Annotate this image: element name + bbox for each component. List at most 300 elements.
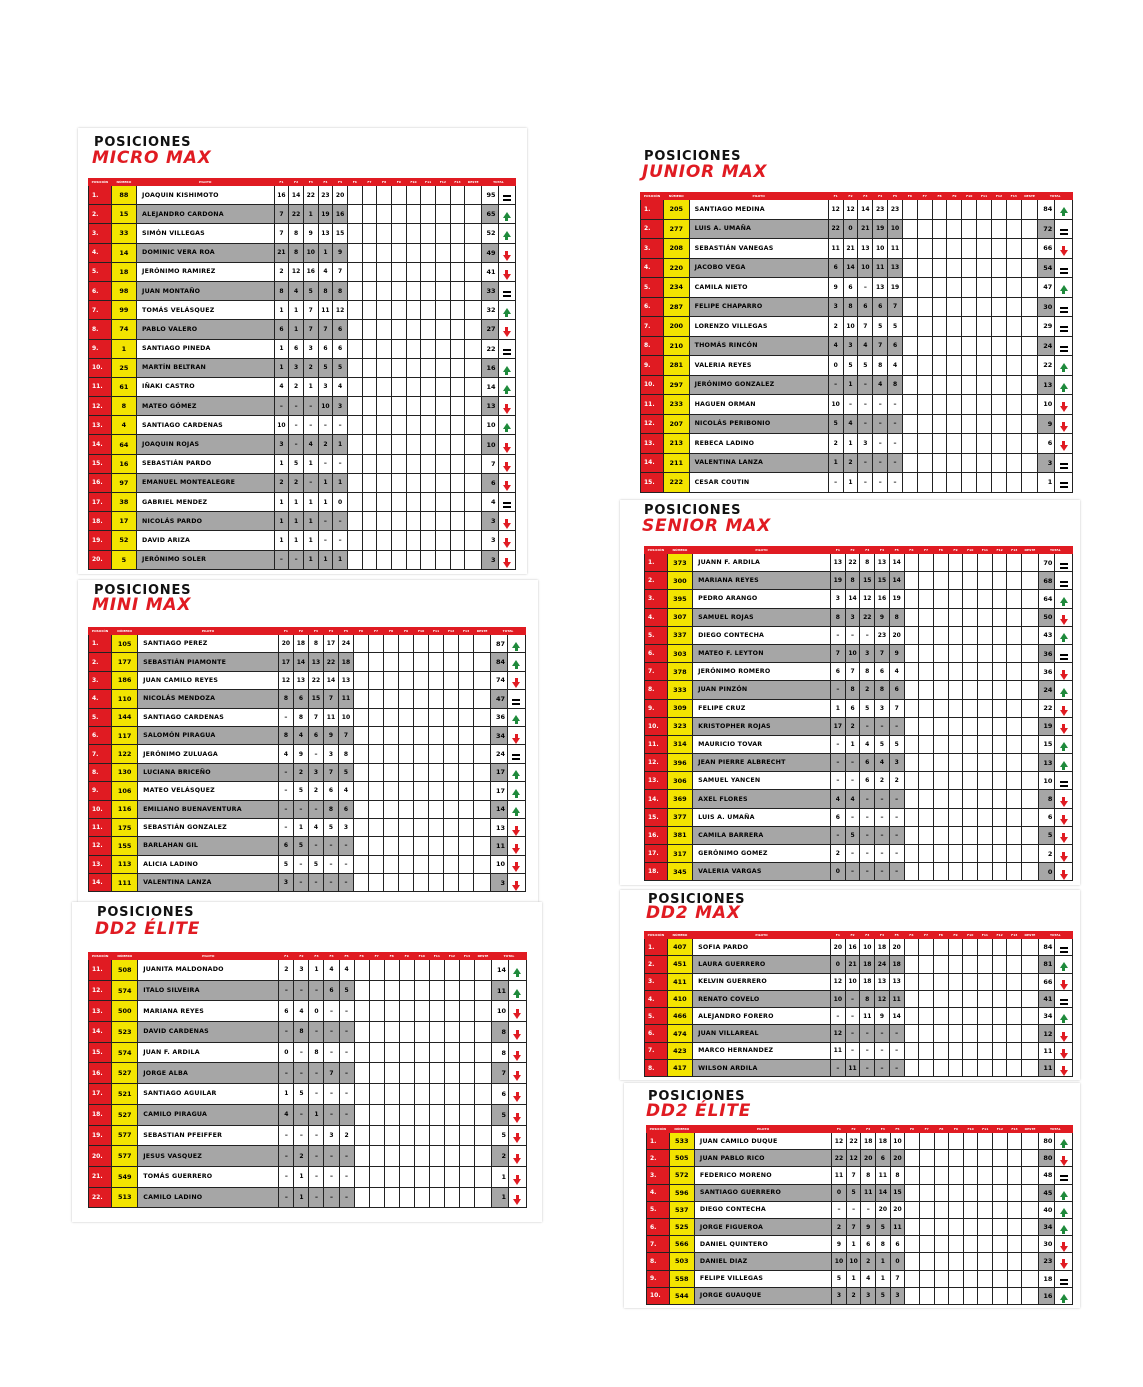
position-cell: 5. (645, 1008, 668, 1025)
pilot-name-cell: JUAN F. ARDILA (138, 1042, 279, 1063)
round-score-cell: – (303, 473, 318, 492)
number-cell: 111 (112, 874, 138, 892)
discard-cell (465, 320, 482, 339)
equal-icon (1060, 229, 1068, 231)
empty-round-cell (948, 973, 963, 990)
pilot-name-cell: HAGUEN ORMAN (689, 395, 828, 415)
empty-round-cell (1006, 414, 1021, 434)
round-score-cell: 11 (860, 1008, 875, 1025)
empty-round-cell (406, 205, 421, 224)
empty-round-cell (450, 243, 465, 262)
number-cell: 317 (667, 845, 692, 863)
empty-round-cell (459, 726, 474, 744)
empty-round-cell (992, 826, 1007, 844)
empty-round-cell (1006, 356, 1021, 376)
empty-round-cell (406, 281, 421, 300)
round-score-cell: 22 (860, 608, 875, 626)
empty-round-cell (932, 375, 947, 395)
discard-cell (465, 301, 482, 320)
empty-round-cell (932, 395, 947, 415)
table-row (647, 1133, 1073, 1150)
empty-round-cell (917, 414, 932, 434)
round-score-cell: 5 (828, 414, 843, 434)
round-score-cell: 13 (831, 554, 846, 572)
empty-round-cell (963, 845, 978, 863)
discard-cell (465, 339, 482, 358)
round-score-cell: 0 (831, 956, 846, 973)
table-row (89, 1084, 527, 1105)
empty-round-cell (369, 708, 384, 726)
empty-round-cell (933, 735, 948, 753)
discard-cell (1021, 219, 1038, 239)
number-cell: 97 (111, 473, 136, 492)
round-score-cell: 19 (873, 219, 888, 239)
number-cell: 122 (112, 745, 138, 763)
column-header: F8 (933, 547, 948, 554)
empty-round-cell (391, 320, 406, 339)
round-score-cell: 1 (289, 320, 304, 339)
total-cell: 41 (481, 262, 498, 281)
round-score-cell: 13 (858, 239, 873, 259)
empty-round-cell (377, 435, 392, 454)
empty-round-cell (1007, 790, 1022, 808)
position-cell: 14. (89, 435, 112, 454)
position-cell: 1. (645, 939, 668, 956)
round-score-cell: – (308, 800, 323, 818)
empty-round-cell (1007, 663, 1022, 681)
round-score-cell: – (858, 278, 873, 298)
empty-round-cell (377, 262, 392, 281)
round-score-cell: 1 (294, 1166, 309, 1187)
round-score-cell: 16 (274, 186, 289, 205)
empty-round-cell (347, 205, 362, 224)
empty-round-cell (1007, 956, 1022, 973)
number-cell: 222 (663, 473, 689, 493)
empty-round-cell (414, 837, 429, 855)
empty-round-cell (377, 377, 392, 396)
empty-round-cell (977, 375, 992, 395)
empty-round-cell (391, 358, 406, 377)
round-score-cell: 0 (890, 1253, 905, 1270)
empty-round-cell (444, 653, 459, 671)
empty-round-cell (429, 800, 444, 818)
trend-cell (498, 281, 515, 300)
column-header: F10 (406, 179, 421, 186)
round-score-cell: – (889, 1042, 904, 1059)
round-score-cell: – (875, 826, 890, 844)
empty-round-cell (992, 939, 1007, 956)
position-cell: 5. (89, 262, 112, 281)
empty-round-cell (933, 863, 948, 881)
empty-round-cell (354, 1001, 369, 1022)
round-score-cell: 16 (303, 262, 318, 281)
position-cell: 2. (89, 653, 112, 671)
empty-round-cell (399, 1084, 414, 1105)
number-cell: 4 (111, 416, 136, 435)
empty-round-cell (963, 863, 978, 881)
column-header: F6 (904, 932, 919, 939)
empty-round-cell (978, 772, 993, 790)
number-cell: 220 (663, 258, 689, 278)
standings-table (640, 192, 1073, 493)
number-cell: 533 (669, 1133, 694, 1150)
empty-round-cell (384, 1187, 399, 1208)
empty-round-cell (904, 1042, 919, 1059)
round-score-cell: 4 (293, 726, 308, 744)
round-score-cell: – (294, 980, 309, 1001)
table-row (641, 414, 1073, 434)
table-row (89, 635, 526, 653)
number-cell: 15 (111, 205, 136, 224)
empty-round-cell (459, 1063, 474, 1084)
empty-round-cell (919, 1167, 934, 1184)
column-header: F12 (444, 953, 459, 960)
empty-round-cell (978, 572, 993, 590)
empty-round-cell (949, 1184, 964, 1201)
arrow-up-icon (1060, 742, 1068, 748)
empty-round-cell (949, 1150, 964, 1167)
empty-round-cell (354, 1084, 369, 1105)
discard-cell (465, 243, 482, 262)
trend-cell (1055, 754, 1073, 772)
empty-round-cell (421, 339, 436, 358)
empty-round-cell (947, 473, 962, 493)
empty-round-cell (978, 1270, 993, 1287)
column-header: POSICIÓN (89, 628, 112, 635)
empty-round-cell (904, 772, 919, 790)
empty-round-cell (347, 281, 362, 300)
column-header: F10 (963, 932, 978, 939)
round-score-cell: 4 (888, 356, 903, 376)
empty-round-cell (435, 243, 450, 262)
trend-cell (498, 550, 515, 569)
empty-round-cell (354, 1104, 369, 1125)
empty-round-cell (963, 973, 978, 990)
empty-round-cell (444, 1084, 459, 1105)
empty-round-cell (384, 1042, 399, 1063)
empty-round-cell (949, 1133, 964, 1150)
round-score-cell: 3 (274, 435, 289, 454)
empty-round-cell (1007, 1236, 1022, 1253)
empty-round-cell (947, 297, 962, 317)
number-cell: 574 (112, 1042, 138, 1063)
trend-cell (498, 435, 515, 454)
empty-round-cell (992, 434, 1007, 454)
discard-cell (465, 224, 482, 243)
empty-round-cell (414, 708, 429, 726)
empty-round-cell (414, 1084, 429, 1105)
table-row (89, 1166, 527, 1187)
pilot-name-cell: DANIEL DIAZ (694, 1253, 831, 1270)
number-cell: 287 (663, 297, 689, 317)
empty-round-cell (934, 1253, 949, 1270)
round-score-cell: 5 (323, 818, 338, 836)
column-header: F9 (399, 628, 414, 635)
empty-round-cell (1007, 626, 1022, 644)
empty-round-cell (978, 1201, 993, 1218)
round-score-cell: 11 (873, 258, 888, 278)
position-cell: 15. (645, 808, 668, 826)
column-header: F2 (845, 932, 860, 939)
position-cell: 4. (647, 1184, 670, 1201)
section-title: MICRO MAX (92, 148, 212, 168)
empty-round-cell (992, 414, 1007, 434)
position-cell: 16. (89, 473, 112, 492)
pilot-name-cell: EMANUEL MONTEALEGRE (137, 473, 275, 492)
empty-round-cell (904, 845, 919, 863)
empty-round-cell (963, 626, 978, 644)
arrow-up-icon (1060, 1294, 1068, 1300)
discard-cell (1022, 572, 1039, 590)
pilot-name-cell: CAMILA BARRERA (693, 826, 831, 844)
empty-round-cell (978, 663, 993, 681)
round-score-cell: 8 (308, 635, 323, 653)
empty-round-cell (406, 358, 421, 377)
empty-round-cell (948, 939, 963, 956)
column-header: F3 (860, 932, 875, 939)
discard-cell (474, 818, 491, 836)
pilot-name-cell: MATEO GÓMEZ (137, 397, 275, 416)
discard-cell (1022, 1184, 1039, 1201)
column-header: F11 (978, 932, 993, 939)
table-row (645, 990, 1073, 1007)
round-score-cell: – (279, 1187, 294, 1208)
empty-round-cell (978, 790, 993, 808)
column-header: F7 (919, 547, 934, 554)
table-row (645, 626, 1073, 644)
round-score-cell: 5 (318, 358, 333, 377)
empty-round-cell (978, 990, 993, 1007)
empty-round-cell (963, 1150, 978, 1167)
empty-round-cell (948, 772, 963, 790)
empty-round-cell (414, 818, 429, 836)
empty-round-cell (1007, 590, 1022, 608)
number-cell: 423 (667, 1042, 692, 1059)
number-cell: 411 (667, 973, 692, 990)
number-cell: 596 (669, 1184, 694, 1201)
empty-round-cell (949, 1201, 964, 1218)
round-score-cell: – (339, 1022, 354, 1043)
table-row (645, 973, 1073, 990)
column-header: F6 (902, 193, 917, 200)
arrow-down-icon (1060, 1160, 1068, 1166)
pilot-name-cell: DIEGO CONTECHA (694, 1201, 831, 1218)
column-header: F5 (338, 628, 353, 635)
empty-round-cell (978, 1253, 993, 1270)
section-label: POSICIONES (94, 583, 192, 598)
trend-cell (1055, 1218, 1072, 1235)
number-cell: 116 (112, 800, 138, 818)
empty-round-cell (459, 818, 474, 836)
round-score-cell: 2 (308, 782, 323, 800)
round-score-cell: – (831, 772, 846, 790)
column-header: F10 (414, 953, 429, 960)
round-score-cell: – (858, 453, 873, 473)
round-score-cell: 2 (293, 763, 308, 781)
round-score-cell: – (875, 717, 890, 735)
empty-round-cell (377, 493, 392, 512)
round-score-cell: – (318, 416, 333, 435)
pilot-name-cell: JOAQUIN KISHIMOTO (137, 186, 275, 205)
column-header: DESTE (1022, 932, 1039, 939)
empty-round-cell (902, 473, 917, 493)
round-score-cell: 9 (861, 1218, 876, 1235)
round-score-cell: 6 (873, 297, 888, 317)
pilot-name-cell: EMILIANO BUENAVENTURA (138, 800, 279, 818)
empty-round-cell (377, 243, 392, 262)
round-score-cell: – (289, 550, 304, 569)
empty-round-cell (369, 818, 384, 836)
empty-round-cell (978, 735, 993, 753)
round-score-cell: 3 (875, 699, 890, 717)
empty-round-cell (919, 1270, 934, 1287)
position-cell: 3. (89, 671, 112, 689)
senior-max-panel (620, 500, 1080, 885)
empty-round-cell (919, 754, 934, 772)
round-score-cell: 1 (303, 550, 318, 569)
table-row (645, 939, 1073, 956)
empty-round-cell (948, 990, 963, 1007)
trend-cell (1055, 699, 1073, 717)
table-header-row (89, 179, 516, 186)
position-cell: 14. (645, 790, 668, 808)
round-score-cell: 1 (274, 531, 289, 550)
round-score-cell: 5 (876, 1287, 891, 1304)
empty-round-cell (1007, 863, 1022, 881)
column-header: F7 (919, 932, 934, 939)
discard-cell (1022, 1270, 1039, 1287)
number-cell: 25 (111, 358, 136, 377)
pilot-name-cell: MAURICIO TOVAR (693, 735, 831, 753)
total-cell: 3 (491, 874, 508, 892)
empty-round-cell (414, 855, 429, 873)
empty-round-cell (450, 454, 465, 473)
arrow-down-icon (513, 1013, 521, 1019)
discard-cell (474, 671, 491, 689)
equal-icon (1060, 563, 1068, 565)
round-score-cell: 3 (889, 754, 904, 772)
pilot-name-cell: FELIPE VILLEGAS (694, 1270, 831, 1287)
empty-round-cell (406, 454, 421, 473)
pilot-name-cell: GERÓNIMO GOMEZ (693, 845, 831, 863)
pilot-name-cell: JERÓNIMO GONZALEZ (689, 375, 828, 395)
empty-round-cell (362, 186, 377, 205)
round-score-cell: 20 (876, 1201, 891, 1218)
trend-cell (508, 1146, 526, 1167)
round-score-cell: 8 (278, 726, 293, 744)
discard-cell (474, 1166, 491, 1187)
position-cell: 19. (89, 531, 112, 550)
empty-round-cell (919, 626, 934, 644)
round-score-cell: 12 (843, 200, 858, 220)
total-cell: 11 (491, 980, 508, 1001)
empty-round-cell (353, 690, 368, 708)
equal-icon (1060, 1175, 1068, 1177)
round-score-cell: 8 (278, 690, 293, 708)
empty-round-cell (963, 608, 978, 626)
empty-round-cell (963, 572, 978, 590)
round-score-cell: 2 (845, 717, 860, 735)
column-header: F13 (1007, 547, 1022, 554)
empty-round-cell (429, 653, 444, 671)
column-header: TOTAL (491, 953, 526, 960)
round-score-cell: 4 (339, 960, 354, 981)
column-header: F12 (992, 932, 1007, 939)
round-score-cell: – (309, 1146, 324, 1167)
total-cell: 30 (1038, 1236, 1055, 1253)
round-score-cell: 5 (858, 356, 873, 376)
round-score-cell: 19 (888, 278, 903, 298)
empty-round-cell (399, 1166, 414, 1187)
round-score-cell: 2 (289, 377, 304, 396)
pilot-name-cell: DAVID CARDENAS (138, 1022, 279, 1043)
trend-cell (508, 855, 526, 873)
discard-cell (1021, 239, 1038, 259)
discard-cell (1022, 663, 1039, 681)
round-score-cell: 8 (274, 281, 289, 300)
empty-round-cell (904, 826, 919, 844)
round-score-cell: 2 (318, 435, 333, 454)
empty-round-cell (399, 671, 414, 689)
empty-round-cell (444, 960, 459, 981)
empty-round-cell (978, 826, 993, 844)
empty-round-cell (1006, 336, 1021, 356)
trend-cell (1055, 1150, 1072, 1167)
empty-round-cell (962, 317, 977, 337)
number-cell: 5 (111, 550, 136, 569)
empty-round-cell (963, 681, 978, 699)
empty-round-cell (362, 416, 377, 435)
equal-icon (1060, 463, 1068, 465)
round-score-cell: 24 (338, 635, 353, 653)
empty-round-cell (399, 818, 414, 836)
trend-cell (508, 1104, 526, 1125)
empty-round-cell (353, 782, 368, 800)
empty-round-cell (919, 939, 934, 956)
arrow-up-icon (1060, 1208, 1068, 1214)
trend-cell (498, 339, 515, 358)
trend-cell (508, 874, 526, 892)
empty-round-cell (414, 1022, 429, 1043)
round-score-cell: 8 (861, 1167, 876, 1184)
position-cell: 17. (645, 845, 668, 863)
empty-round-cell (362, 531, 377, 550)
discard-cell (1022, 554, 1039, 572)
round-score-cell: 7 (318, 320, 333, 339)
round-score-cell: 8 (333, 281, 348, 300)
empty-round-cell (369, 960, 384, 981)
total-cell: 30 (1038, 297, 1055, 317)
empty-round-cell (904, 699, 919, 717)
position-cell: 6. (647, 1218, 670, 1235)
empty-round-cell (933, 699, 948, 717)
empty-round-cell (947, 414, 962, 434)
round-score-cell: – (309, 1022, 324, 1043)
trend-cell (1055, 239, 1073, 259)
round-score-cell: – (323, 874, 338, 892)
number-cell: 88 (111, 186, 136, 205)
total-cell: 84 (1038, 200, 1055, 220)
empty-round-cell (917, 258, 932, 278)
empty-round-cell (902, 375, 917, 395)
round-score-cell: 2 (843, 453, 858, 473)
table-row (645, 717, 1073, 735)
trend-cell (1055, 1025, 1073, 1042)
empty-round-cell (347, 377, 362, 396)
table-row (641, 317, 1073, 337)
round-score-cell: 0 (832, 1184, 847, 1201)
pilot-name-cell: NICOLÁS PERIBONIO (689, 414, 828, 434)
